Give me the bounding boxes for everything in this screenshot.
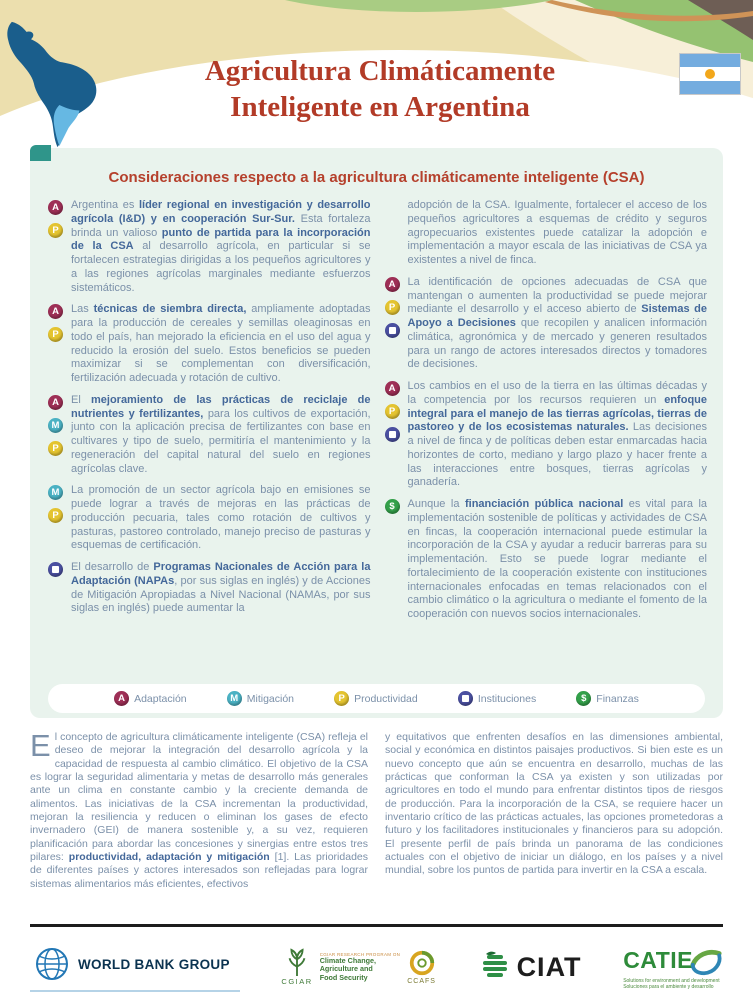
argentina-flag: [679, 53, 741, 95]
legend-label: Adaptación: [134, 692, 187, 705]
consideration-text: [71, 199, 371, 295]
adaptation-icon: A: [114, 691, 129, 706]
legend-item: [576, 691, 639, 706]
consideration-icons: [48, 484, 71, 553]
finance-icon: $: [385, 499, 400, 514]
consideration-text: [408, 380, 708, 490]
legend-label: Productividad: [354, 692, 418, 705]
consideration-text: [71, 303, 371, 386]
body-text: , por sus siglas en inglés) y de Acciones de Mitigación Apropiadas a Nivel Nacional (NAMAs, por sus siglas en inglés) puede aumentar la: [71, 574, 371, 615]
adaptation-icon: A: [48, 200, 63, 215]
body-text: Aunque la: [407, 498, 465, 510]
body-text: El: [71, 393, 91, 406]
latin-america-map: [0, 20, 112, 148]
productivity-icon: P: [334, 691, 349, 706]
flag-sun-icon: [705, 69, 715, 79]
catie-label: CATIE: [623, 947, 693, 973]
world-bank-label: WORLD BANK GROUP: [78, 956, 230, 972]
catie-swoosh-icon: [689, 944, 723, 978]
adaptation-icon: A: [48, 304, 63, 319]
productivity-icon: P: [48, 327, 63, 342]
legend-item: [227, 691, 294, 706]
productivity-icon: P: [48, 508, 63, 523]
mitigation-icon: M: [227, 691, 242, 706]
building-glyph: [52, 566, 59, 573]
adaptation-icon: A: [385, 277, 400, 292]
ccafs-name-line3: Food Security: [319, 972, 368, 982]
ccafs-name-line2: Agriculture and: [319, 964, 373, 974]
catie-tagline-es: Soluciones para el ambiente y desarrollo: [623, 984, 714, 990]
consideration-text: [71, 484, 371, 553]
consideration-text: [71, 394, 371, 477]
body-text: Esta fortaleza brinda un valioso: [71, 212, 371, 239]
body-text: Las decisiones a nivel de finca y de políticas deben estar enmarcadas hacia horizontes de corto, mediano y largo plazo y hacer frente a las interacciones entre bosques, tierras agrícolas y ganadería.: [407, 421, 707, 489]
mitigation-icon: M: [48, 418, 63, 433]
building-glyph: [389, 327, 396, 334]
body-text: ampliamente adoptadas para la producción de cereales y semillas oleaginosas en todo el país, han mejorado la eficiencia en el uso del agua y reducido la erosión del suelo. Estos beneficios se pueden maximizar si se complementan con diversificación, fertilización adecuada y rotación de cultivo.: [71, 303, 371, 384]
bold-text: mejoramiento de las prácticas de reciclaje de nutrientes y fertilizantes,: [71, 393, 371, 420]
page-title-line1: Agricultura Climáticamente: [204, 55, 556, 87]
consideration-icons: [385, 380, 408, 490]
consideration-icons: [385, 199, 408, 268]
consideration-icons: [48, 303, 71, 386]
bold-text: líder regional en investigación y desarrollo agrícola (I&D) y en cooperación Sur-Sur.: [71, 199, 371, 225]
considerations-title: Consideraciones respecto a la agricultura climáticamente inteligente (CSA): [108, 169, 645, 186]
adaptation-icon: A: [48, 395, 63, 410]
intro-paragraph-right: [385, 731, 723, 891]
productivity-icon: P: [385, 300, 400, 315]
footer-logos: [30, 938, 723, 996]
intro-right-text: [385, 731, 723, 876]
consideration-item: [48, 561, 371, 616]
consideration-item: [385, 498, 708, 622]
catie-wordmark: [623, 944, 723, 978]
considerations-right-column: [385, 199, 708, 630]
bold-text: Programas Nacionales de Acción para la Adaptación (NAPAs: [71, 561, 371, 587]
bold-text: Sistemas de Apoyo a Decisiones: [407, 303, 707, 329]
body-text: que recopilen y analicen información climática, agronómica y de mercado y generen resultados para un rango de actores interesados directos y tomadores de decisiones.: [407, 317, 707, 371]
cgiar-label: CGIAR: [281, 977, 313, 986]
footer-divider: [30, 924, 723, 927]
productivity-icon: P: [385, 404, 400, 419]
body-text: y equitativos que enfrenten desafíos en las dimensiones ambiental, social y económica en distintos paisajes productivos. Si bien este es un nuevo concepto que aún se encuentra en desarrollo, muchas de las prácticas que conforman la CSA ya existen y son utilizadas por agricultores en todo el mundo para enfrentar distintos tipos de riesgos de producción. Para la incorporación de la CSA, se requiere hacer un inventario crítico de las prácticas actuales, las opciones prometedoras a futuro y los facilitadores institucionales y financieros para su adopción. El presente perfil de país brinda un panorama de las condiciones actuales con el objetivo de iniciar un diálogo, en los países y a nivel mundial, sobre los puntos de partida para invertir en la CSA a escala.: [385, 731, 723, 877]
ciat-logo: [478, 950, 582, 984]
catie-tagline-en: Solutions for environment and development: [623, 977, 720, 984]
cgiar-ccafs-logo: [281, 948, 436, 986]
consideration-item: [48, 394, 371, 477]
body-text: La promoción de un sector agrícola bajo en emisiones se puede lograr a través de mejoras en las prácticas de producción pecuaria, tales como rotación de cultivos y pasturas, pastoreo controlado, manejo preciso de pasturas y esquemas de certificación.: [71, 484, 371, 552]
ccafs-name-line1: Climate Change,: [319, 956, 377, 966]
page-header: [0, 0, 753, 150]
ciat-label: CIAT: [516, 951, 582, 982]
legend-item: [114, 691, 187, 706]
ccafs-ring-icon: [408, 949, 436, 977]
world-bank-logo: [30, 942, 240, 992]
page-title: [100, 54, 660, 126]
legend-bar: [48, 684, 705, 713]
flag-stripe-top: [680, 54, 740, 67]
body-text: Las: [71, 303, 94, 316]
consideration-icons: [48, 561, 71, 616]
productivity-icon: P: [48, 441, 63, 456]
body-text: l concepto de agricultura climáticamente inteligente (CSA) refleja el deseo de mejorar la integración del desarrollo agrícola y la capacidad de respuesta al cambio climático. El objetivo de la CSA es lograr la seguridad alimentaria y metas de desarrollo más generales ante un clima en constante cambio y la creciente demanda de alimentos. Las iniciativas de la CSA incrementan la productividad, mejoran la resiliencia y reducen o eliminan los gases de efecto invernadero (GEI) de manera sostenible y, a su vez, requieren planificación para abordar las concesiones y sinergias entre estos tres pilares:: [30, 731, 368, 863]
intro-section: [30, 728, 723, 891]
body-text: [1]. Las prioridades de diferentes países y actores interesados son reflejadas para lograr sistemas alimentarios más eficientes, efectivos: [30, 850, 368, 890]
adaptation-icon: A: [385, 381, 400, 396]
legend-label: Instituciones: [477, 692, 537, 705]
institutions-icon: [385, 323, 400, 338]
page-title-line2: Inteligente en Argentina: [230, 90, 530, 123]
bold-text: financiación pública nacional: [464, 498, 624, 510]
consideration-icons: [48, 394, 71, 477]
ccafs-logo: [407, 949, 436, 985]
body-text: Argentina es: [71, 199, 139, 211]
institutions-icon: [385, 427, 400, 442]
consideration-item: [48, 199, 371, 295]
body-text: El desarrollo de: [71, 561, 154, 573]
ccafs-program-line: CGIAR RESEARCH PROGRAM ON: [319, 951, 401, 957]
body-text: para los cultivos de exportación, junto con la aplicación precisa de fertilizantes con base en cultivares y tipo de suelo, permitiría el mantenimiento y la regeneración del capital natural del suelo en regiones agrícolas clave.: [71, 407, 371, 475]
considerations-left-column: [48, 199, 371, 630]
consideration-item: [385, 380, 708, 490]
cgiar-logo: [281, 948, 312, 986]
body-text: Los cambios en el uso de la tierra en las últimas décadas y la competencia por los recursos requieren un: [407, 380, 707, 406]
bold-text: productividad, adaptación y mitigación: [68, 850, 270, 863]
considerations-box: [30, 148, 723, 718]
body-text: es vital para la implementación sostenible de políticas y actividades de CSA en fincas, la cooperación internacional puede estimular la incorporación de la CSA y ayudar a reducir barreras para su implementación. Esto se puede lograr mediante el fortalecimiento de la cooperación existente con instituciones internacionales enfocadas en temas relacionados con el cambio climático o la agricultura o mediante el fomento de la cooperación con nuevos socios internacionales.: [407, 498, 708, 620]
body-text: La identificación de opciones adecuadas de CSA que mantengan o aumenten la productividad se puede mejorar mediante el desarrollo y el acceso abierto de: [407, 275, 707, 316]
legend-item: [334, 691, 418, 706]
institutions-icon: [48, 562, 63, 577]
considerations-columns: [30, 186, 723, 630]
world-bank-globe-icon: [34, 946, 70, 982]
legend-label: Mitigación: [246, 692, 295, 705]
building-glyph: [389, 431, 396, 438]
body-text: al desarrollo agrícola, en particular si se fortalecen estrategias dirigidas a los pequeños agricultores y a las regiones agrícolas marginales mediante esfuerzos sistemáticos.: [71, 240, 371, 294]
bold-text: enfoque integral para el manejo de las tierras agrícolas, tierras de pastoreo y de los ecosistemas naturales.: [407, 393, 707, 434]
ccafs-label: CCAFS: [407, 978, 436, 985]
ciat-emblem-icon: [478, 950, 512, 984]
consideration-item: [48, 303, 371, 386]
legend-label: Finanzas: [596, 692, 639, 705]
flag-stripe-bottom: [680, 81, 740, 94]
bold-text: técnicas de siembra directa,: [93, 303, 247, 316]
catie-logo: [623, 944, 723, 991]
mitigation-icon: M: [48, 485, 63, 500]
consideration-icons: [48, 199, 71, 295]
productivity-icon: P: [48, 223, 63, 238]
consideration-text: [408, 199, 708, 268]
consideration-text: [408, 276, 708, 372]
consideration-text: [408, 498, 708, 622]
consideration-icons: [385, 276, 408, 372]
institutions-icon: [458, 691, 473, 706]
finance-icon: $: [576, 691, 591, 706]
legend-item: [458, 691, 536, 706]
ccafs-program-text: [320, 952, 401, 982]
bold-text: punto de partida para la incorporación de la CSA: [71, 226, 371, 253]
consideration-icons: [385, 498, 408, 622]
consideration-item: [48, 484, 371, 553]
consideration-item: [385, 199, 708, 268]
drop-cap: E: [30, 728, 51, 763]
body-text: adopción de la CSA. Igualmente, fortalecer el acceso de los pequeños agricultores a esquemas de crédito y seguros agropecuarios existentes puede catalizar la adopción e implementación a mayor escala de las iniciativas de CSA ya existentes a nivel de finca.: [407, 199, 707, 266]
consideration-text: [71, 561, 371, 616]
intro-paragraph-left: [30, 728, 368, 891]
corner-tab: [30, 145, 51, 161]
consideration-item: [385, 276, 708, 372]
building-glyph: [462, 695, 469, 702]
intro-left-text: [30, 728, 368, 890]
cgiar-plant-icon: [284, 948, 310, 976]
